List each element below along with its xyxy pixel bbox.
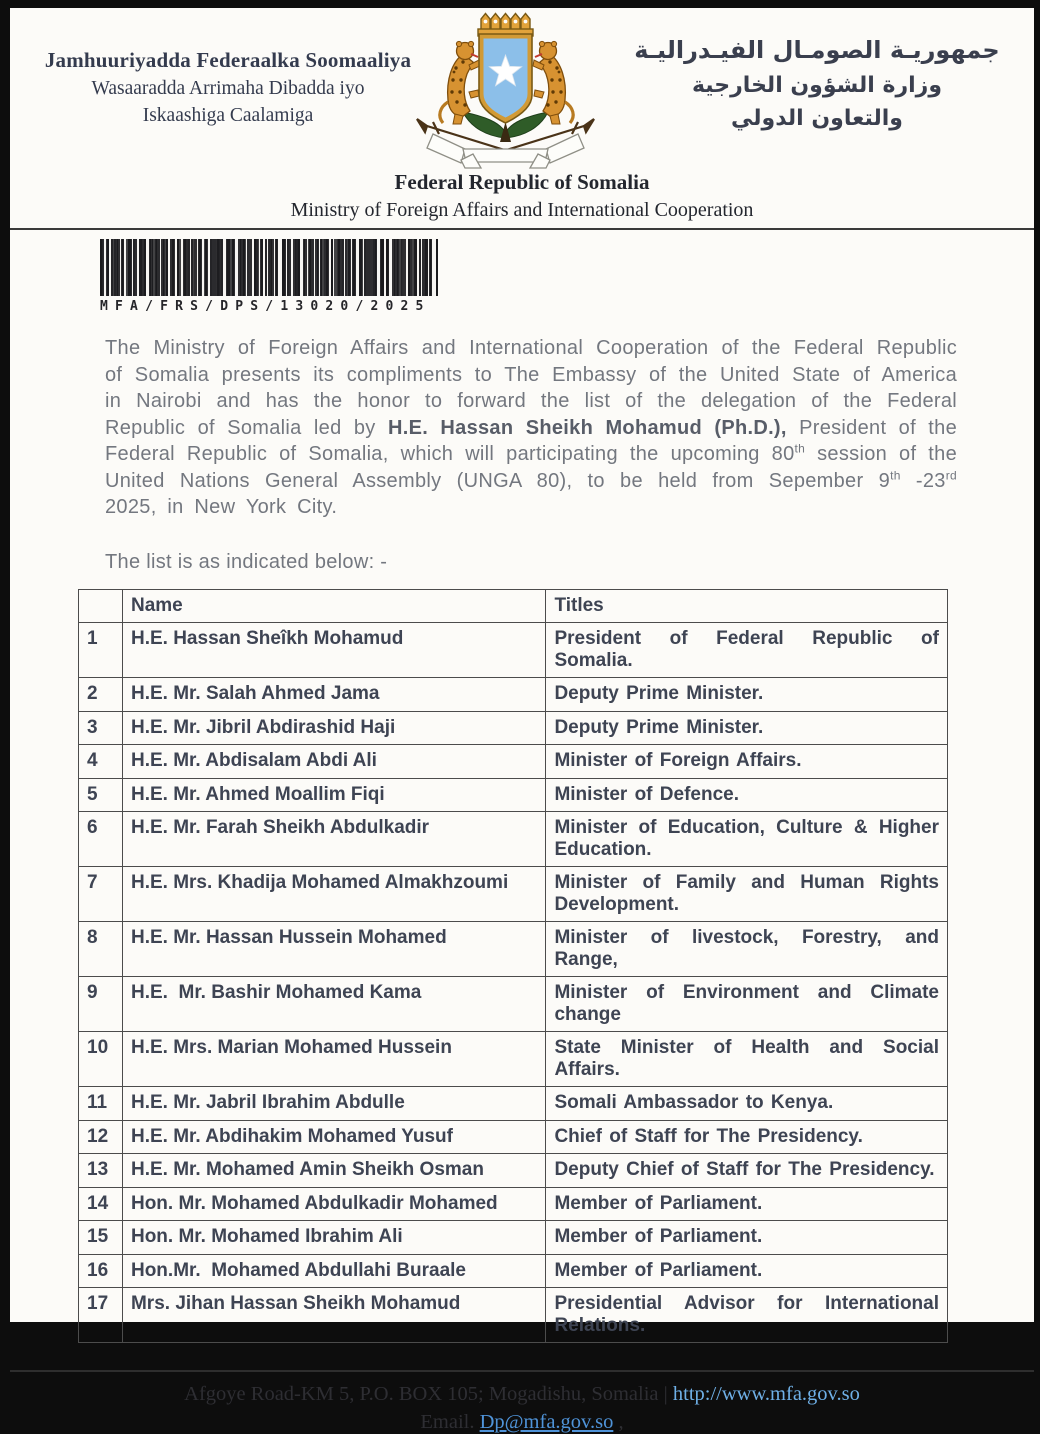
delegate-title: Minister of livestock, Forestry, and Range, xyxy=(546,922,948,977)
table-row xyxy=(79,922,948,977)
table-row xyxy=(79,1120,948,1154)
arabic-country-name: جمهوريـة الصومـال الفيـدراليـة xyxy=(634,36,1000,64)
barcode-icon xyxy=(100,239,438,296)
footer-address-line xyxy=(10,1383,1034,1406)
arabic-title-block xyxy=(604,36,1030,131)
delegate-number: 9 xyxy=(79,977,123,1032)
ordinal-9th: th xyxy=(890,467,901,482)
delegate-number: 12 xyxy=(79,1120,123,1154)
delegate-name: Hon. Mr. Mohamed Abdulkadir Mohamed xyxy=(122,1187,545,1221)
delegate-number: 5 xyxy=(79,778,123,812)
table-body xyxy=(79,623,948,1343)
arabic-ministry-line1: وزارة الشؤون الخارجية xyxy=(691,73,943,98)
delegate-title: Chief of Staff for The Presidency. xyxy=(546,1120,948,1154)
delegate-title: Member of Parliament. xyxy=(546,1221,948,1255)
delegate-title: Member of Parliament. xyxy=(546,1254,948,1288)
table-header-row xyxy=(79,589,948,623)
footer-separator: | xyxy=(663,1383,668,1405)
ordinal-23rd: rd xyxy=(945,467,957,482)
table-row xyxy=(79,977,948,1032)
reference-barcode xyxy=(100,239,440,314)
table-row xyxy=(79,711,948,745)
delegate-name: H.E. Mr. Jabril Ibrahim Abdulle xyxy=(122,1087,545,1121)
delegate-number: 6 xyxy=(79,812,123,867)
delegate-number: 13 xyxy=(79,1154,123,1188)
delegate-number: 8 xyxy=(79,922,123,977)
delegate-number: 11 xyxy=(79,1087,123,1121)
note-text-5: 2025, in New York City. xyxy=(105,496,338,518)
delegate-title: Minister of Environment and Climate change xyxy=(546,977,948,1032)
table-row xyxy=(79,678,948,712)
table-row xyxy=(79,867,948,922)
delegation-table xyxy=(78,589,948,1344)
column-header-name: Name xyxy=(122,589,545,623)
table-row xyxy=(79,1032,948,1087)
table-row xyxy=(79,745,948,779)
note-text-3: session of the United Nations General Assembly (UNGA 80), to be held from Sepember 9 xyxy=(105,443,957,492)
arabic-ministry-line2: والتعاون الدولي xyxy=(731,106,903,131)
column-header-titles: Titles xyxy=(546,589,948,623)
footer-email-suffix: , xyxy=(618,1411,624,1433)
note-text-1: The Ministry of Foreign Affairs and International Cooperation of the Federal Republic of Somalia presents its compliments to The Embassy of the United State of America in Nairobi and has the honor to forward the list of the delegation of the Federal Republic of Somalia led by xyxy=(105,337,957,439)
delegate-number: 2 xyxy=(79,678,123,712)
delegate-title: Minister of Family and Human Rights Development. xyxy=(546,867,948,922)
delegate-name: H.E. Mr. Abdisalam Abdi Ali xyxy=(122,745,545,779)
delegate-title: Minister of Foreign Affairs. xyxy=(546,745,948,779)
document-page xyxy=(10,8,1034,1433)
delegate-title: Presidential Advisor for International Relations. xyxy=(546,1288,948,1343)
table-row xyxy=(79,623,948,678)
table-row xyxy=(79,1154,948,1188)
delegate-name: Mrs. Jihan Hassan Sheikh Mohamud xyxy=(122,1288,545,1343)
table-row xyxy=(79,1187,948,1221)
table-row xyxy=(79,1087,948,1121)
somali-ministry-line1: Wasaaradda Arrimaha Dibadda iyo xyxy=(91,78,365,99)
footer-address: Afgoye Road-KM 5, P.O. BOX 105; Mogadishu, Somalia xyxy=(184,1383,659,1405)
delegate-name: H.E. Mr. Jibril Abdirashid Haji xyxy=(122,711,545,745)
letterhead xyxy=(10,8,1034,230)
list-intro: The list is as indicated below: - xyxy=(105,550,388,573)
table-row xyxy=(79,1254,948,1288)
delegate-name: H.E. Mr. Hassan Hussein Mohamed xyxy=(122,922,545,977)
delegate-name: H.E. Mr. Abdihakim Mohamed Yusuf xyxy=(122,1120,545,1154)
delegate-number: 7 xyxy=(79,867,123,922)
delegate-title: Minister of Education, Culture & Higher Education. xyxy=(546,812,948,867)
table-row xyxy=(79,1221,948,1255)
delegate-title: Deputy Prime Minister. xyxy=(546,678,948,712)
email-link[interactable]: Dp@mfa.gov.so xyxy=(479,1411,614,1433)
delegate-name: H.E. Mrs. Khadija Mohamed Almakhzoumi xyxy=(122,867,545,922)
english-country-name: Federal Republic of Somalia xyxy=(394,170,650,194)
delegate-name: H.E. Mr. Mohamed Amin Sheikh Osman xyxy=(122,1154,545,1188)
ordinal-80th: th xyxy=(794,441,806,456)
delegate-number: 15 xyxy=(79,1221,123,1255)
note-text-2: President of the Federal Republic of Somalia, which will participating the upcoming 80 xyxy=(105,416,957,465)
note-paragraph xyxy=(105,335,957,521)
somali-country-name: Jamhuuriyadda Federaalka Soomaaliya xyxy=(44,48,412,72)
delegate-name: H.E. Mr. Bashir Mohamed Kama xyxy=(122,977,545,1032)
delegate-name: H.E. Mrs. Marian Mohamed Hussein xyxy=(122,1032,545,1087)
somalia-coat-of-arms-icon xyxy=(403,10,610,170)
somali-ministry-line2: Iskaashiga Caalamiga xyxy=(142,105,314,126)
delegate-name: H.E. Mr. Farah Sheikh Abdulkadir xyxy=(122,812,545,867)
website-link[interactable]: http://www.mfa.gov.so xyxy=(672,1383,860,1405)
table-row xyxy=(79,778,948,812)
delegate-title: Deputy Prime Minister. xyxy=(546,711,948,745)
delegate-title: President of Federal Republic of Somalia. xyxy=(546,623,948,678)
delegate-title: Member of Parliament. xyxy=(546,1187,948,1221)
delegate-title: Somali Ambassador to Kenya. xyxy=(546,1087,948,1121)
delegate-name: Hon.Mr. Mohamed Abdullahi Buraale xyxy=(122,1254,545,1288)
delegate-title: Minister of Defence. xyxy=(546,778,948,812)
english-ministry-name: Ministry of Foreign Affairs and International Cooperation xyxy=(290,199,754,221)
delegate-name: H.E. Mr. Salah Ahmed Jama xyxy=(122,678,545,712)
note-text-4: -23 xyxy=(900,469,946,492)
delegate-number: 16 xyxy=(79,1254,123,1288)
delegate-title: Deputy Chief of Staff for The Presidency. xyxy=(546,1154,948,1188)
english-title-block xyxy=(10,170,1034,222)
delegate-number: 3 xyxy=(79,711,123,745)
delegate-number: 1 xyxy=(79,623,123,678)
delegate-name: H.E. Mr. Ahmed Moallim Fiqi xyxy=(122,778,545,812)
delegate-number: 4 xyxy=(79,745,123,779)
delegate-name: H.E. Hassan Sheîkh Mohamud xyxy=(122,623,545,678)
table-row xyxy=(79,812,948,867)
delegate-number: 14 xyxy=(79,1187,123,1221)
president-name-bold: H.E. Hassan Sheikh Mohamud (Ph.D.), xyxy=(387,416,787,439)
footer xyxy=(10,1370,1034,1434)
column-header-number xyxy=(79,589,123,623)
delegate-number: 10 xyxy=(79,1032,123,1087)
somali-title-block xyxy=(24,48,432,127)
delegate-name: Hon. Mr. Mohamed Ibrahim Ali xyxy=(122,1221,545,1255)
reference-number: MFA/FRS/DPS/13020/2025 xyxy=(100,299,431,314)
delegate-number: 17 xyxy=(79,1288,123,1343)
footer-email-line xyxy=(10,1411,1034,1434)
footer-email-label: Email. xyxy=(420,1411,475,1433)
delegate-title: State Minister of Health and Social Affairs. xyxy=(546,1032,948,1087)
table-row xyxy=(79,1288,948,1343)
